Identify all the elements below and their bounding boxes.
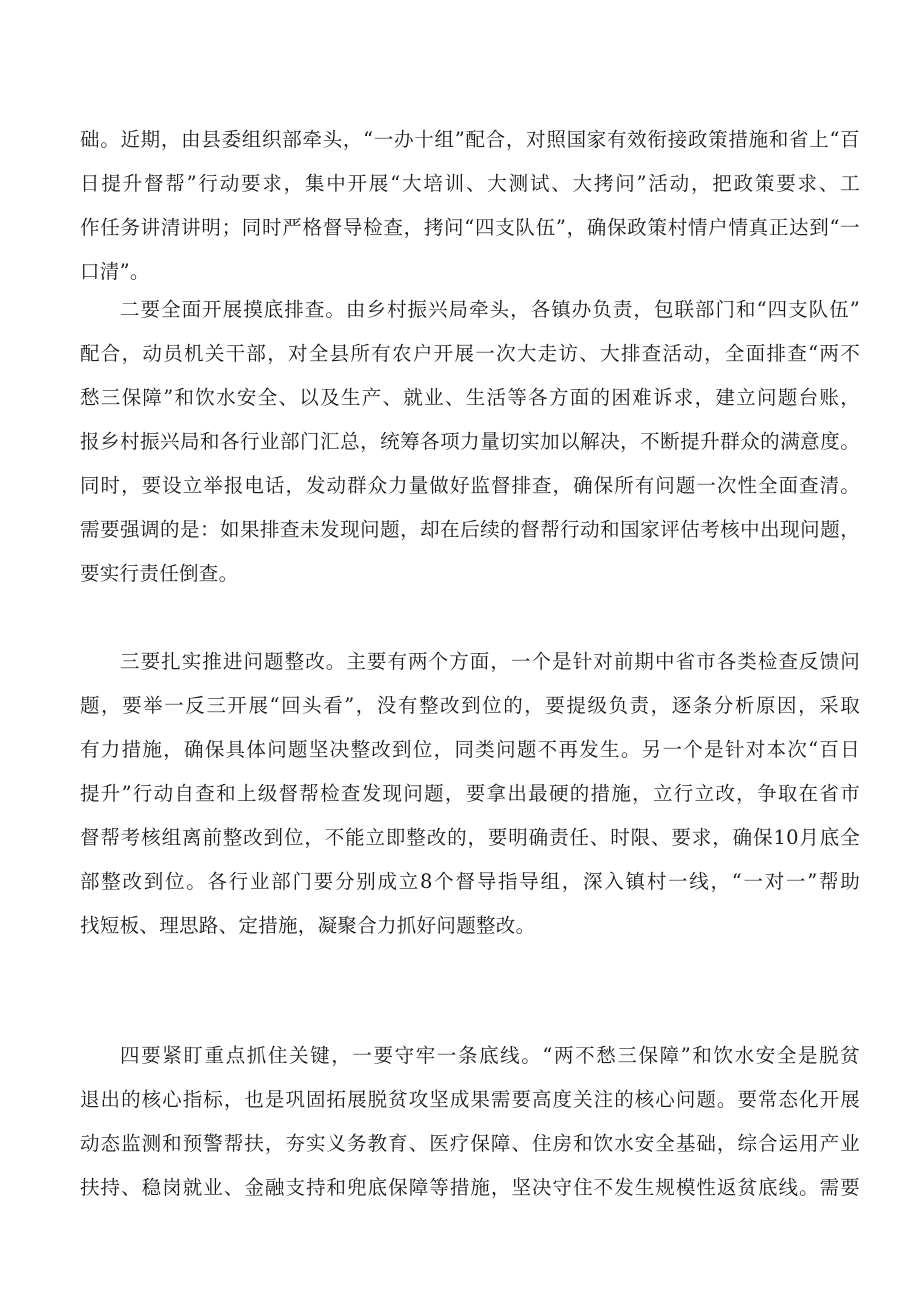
text-line: 报乡村振兴局和各行业部门汇总，统筹各项力量切实加以解决，不断提升群众的满意度。	[80, 430, 860, 453]
paragraph-policy-training	[80, 118, 860, 294]
text-line: 督帮考核组离前整改到位，不能立即整改的，要明确责任、时限、要求，确保10月底全	[80, 826, 860, 849]
text-line: 日提升督帮”行动要求，集中开展“大培训、大测试、大拷问”活动，把政策要求、工	[80, 172, 860, 195]
text-line: 作任务讲清讲明；同时严格督导检查，拷问“四支队伍”，确保政策村情户情真正达到“一	[80, 216, 860, 239]
text-line: 要实行责任倒查。	[80, 562, 239, 585]
text-line: 础。近期，由县委组织部牵头，“一办十组”配合，对照国家有效衔接政策措施和省上“百	[80, 128, 860, 151]
text-line: 同时，要设立举报电话，发动群众力量做好监督排查，确保所有问题一次性全面查清。	[80, 474, 860, 497]
text-line: 有力措施，确保具体问题坚决整改到位，同类问题不再发生。另一个是针对本次“百日	[80, 738, 860, 761]
text-line: 愁三保障”和饮水安全、以及生产、就业、生活等各方面的困难诉求，建立问题台账，	[80, 386, 860, 409]
text-line: 配合，动员机关干部，对全县所有农户开展一次大走访、大排查活动，全面排查“两不	[80, 342, 860, 365]
text-line: 提升”行动自查和上级督帮检查发现问题，要拿出最硬的措施，立行立改，争取在省市	[80, 782, 860, 805]
paragraph-key-focus	[80, 1034, 860, 1210]
text-line: 退出的核心指标，也是巩固拓展脱贫攻坚成果需要高度关注的核心问题。要常态化开展	[80, 1088, 860, 1111]
paragraph-baseline-survey	[80, 288, 860, 596]
text-line: 扶持、稳岗就业、金融支持和兜底保障等措施，坚决守住不发生规模性返贫底线。需要	[80, 1176, 860, 1199]
text-line: 口清”。	[80, 260, 150, 283]
paragraph-problem-rectification	[80, 640, 860, 948]
text-line: 四要紧盯重点抓住关键，一要守牢一条底线。“两不愁三保障”和饮水安全是脱贫	[120, 1044, 860, 1067]
text-line: 找短板、理思路、定措施，凝聚合力抓好问题整改。	[80, 914, 536, 937]
text-line: 三要扎实推进问题整改。主要有两个方面，一个是针对前期中省市各类检查反馈问	[120, 650, 860, 673]
text-line: 动态监测和预警帮扶，夯实义务教育、医疗保障、住房和饮水安全基础，综合运用产业	[80, 1132, 860, 1155]
text-line: 部整改到位。各行业部门要分别成立8个督导指导组，深入镇村一线，“一对一”帮助	[80, 870, 860, 893]
text-line: 二要全面开展摸底排查。由乡村振兴局牵头，各镇办负责，包联部门和“四支队伍”	[120, 298, 860, 321]
text-line: 题，要举一反三开展“回头看”，没有整改到位的，要提级负责，逐条分析原因，采取	[80, 694, 860, 717]
text-line: 需要强调的是：如果排查未发现问题，却在后续的督帮行动和国家评估考核中出现问题，	[80, 518, 860, 541]
